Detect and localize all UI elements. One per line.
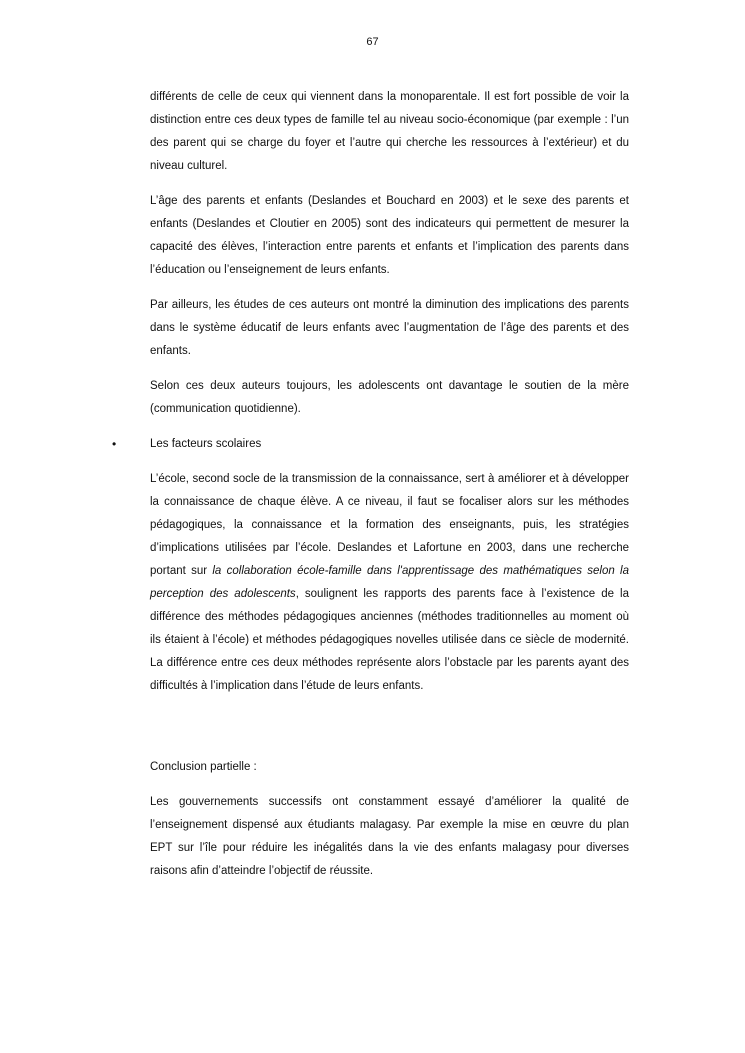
school-text-part2: , soulignent les rapports des parents face à l’existence de la différence des méthodes pédagogiques anciennes (méthodes traditionnelles au moment où ils étaient à l’école) et méthodes pédagogiques novelles utilisée dans ce siècle de modernité. La différence entre ces deux méthodes représente alors l’obstacle par les parents ayant des difficultés à l’implication dans l’étude de leurs enfants. [150, 588, 629, 692]
school-text-part1: L’école, second socle de la transmission de la connaissance, sert à améliorer et à développer la connaissance de chaque élève. A ce niveau, il faut se focaliser alors sur les méthodes pédagogiques, la connaissance et la formation des enseignants, puis, les stratégies d’implications utilisées par l’école. Deslandes et Lafortune en 2003, dans une recherche portant sur [150, 473, 629, 577]
paragraph-family-types: différents de celle de ceux qui viennent dans la monoparentale. Il est fort possible de voir la distinction entre ces deux types de famille tel au niveau socio-économique (par exemple : l’un des parent qui se charge du foyer et l’autre qui cherche les ressources à l’extérieur) et du niveau culturel. [150, 91, 629, 172]
page-number: 67 [366, 36, 379, 48]
research-title: la collaboration école-famille dans l'apprentissage des mathématiques selon la perception des adolescents [150, 565, 629, 600]
paragraph-studies: Par ailleurs, les études de ces auteurs ont montré la diminution des implications des parents dans le système éducatif de leurs enfants avec l’augmentation de l’âge des parents et des enfants. [150, 299, 629, 357]
bullet-heading-school-factors [112, 433, 629, 456]
paragraph-age-sex: L’âge des parents et enfants (Deslandes et Bouchard en 2003) et le sexe des parents et enfants (Deslandes et Cloutier en 2005) sont des indicateurs qui permettent de mesurer la capacité des élèves, l’interaction entre parents et enfants et l’implication des parents dans l’éducation ou l’enseignement de leurs enfants. [150, 195, 629, 276]
bullet-icon: • [112, 437, 117, 451]
document-body [112, 86, 629, 895]
conclusion-heading: Conclusion partielle : [150, 761, 257, 773]
bullet-heading-text: Les facteurs scolaires [150, 438, 262, 450]
paragraph-mother-support: Selon ces deux auteurs toujours, les adolescents ont davantage le soutien de la mère (communication quotidienne). [150, 380, 629, 415]
spacer [150, 710, 629, 756]
paragraph-conclusion: Les gouvernements successifs ont constamment essayé d’améliorer la qualité de l’enseignement dispensé aux étudiants malagasy. Par exemple la mise en œuvre du plan EPT sur l’île pour réduire les inégalités dans la vie des enfants malagasy pour diverses raisons afin d’atteindre l’objectif de réussite. [150, 796, 629, 877]
paragraph-school [150, 468, 629, 698]
